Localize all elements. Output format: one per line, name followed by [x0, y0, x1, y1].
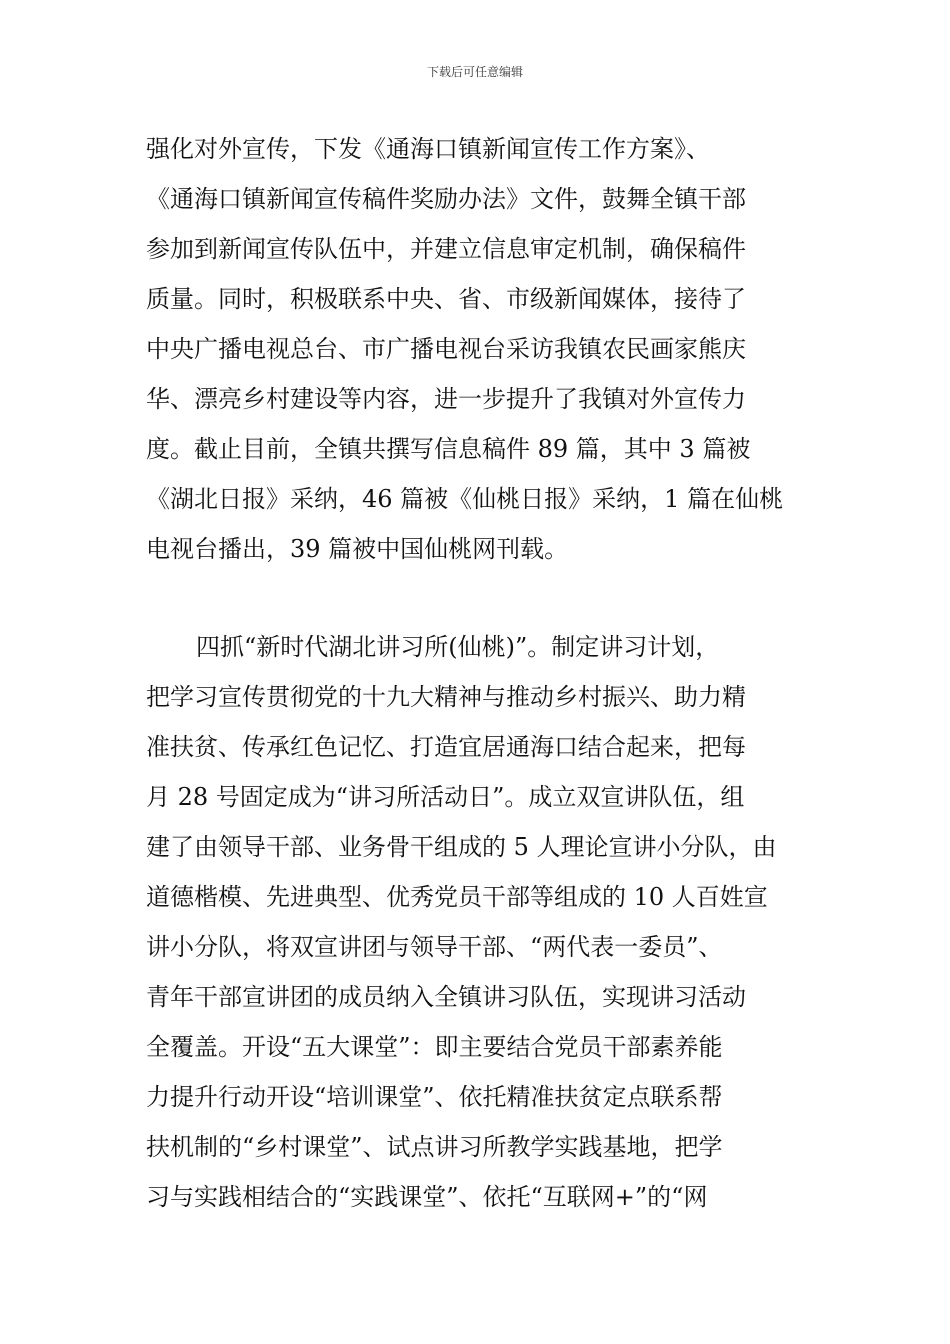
- text-line: 扶机制的“乡村课堂”、试点讲习所教学实践基地，把学: [146, 1133, 723, 1161]
- page-header: 下载后可任意编辑: [426, 65, 523, 79]
- paragraph-lecture-hall: [146, 622, 816, 1222]
- text-line: 《湖北日报》采纳，46 篇被《仙桃日报》采纳，1 篇在仙桃: [146, 485, 784, 513]
- text-line: 度。截止目前，全镇共撰写信息稿件 89 篇，其中 3 篇被: [146, 435, 751, 463]
- text-line: 质量。同时，积极联系中央、省、市级新闻媒体，接待了: [146, 285, 746, 313]
- text-line: 力提升行动开设“培训课堂”、依托精准扶贫定点联系帮: [146, 1083, 723, 1111]
- text-line: 《通海口镇新闻宣传稿件奖励办法》文件，鼓舞全镇干部: [146, 185, 746, 213]
- text-line: 习与实践相结合的“实践课堂”、依托“互联网+”的“网: [146, 1183, 708, 1211]
- text-line: 把学习宣传贯彻党的十九大精神与推动乡村振兴、助力精: [146, 683, 746, 711]
- text-line: 强化对外宣传，下发《通海口镇新闻宣传工作方案》、: [146, 135, 710, 163]
- text-line: 建了由领导干部、业务骨干组成的 5 人理论宣讲小分队，由: [146, 833, 777, 861]
- text-line: 讲小分队，将双宣讲团与领导干部、“两代表一委员”、: [146, 933, 723, 961]
- text-line: 参加到新闻宣传队伍中，并建立信息审定机制，确保稿件: [146, 235, 746, 263]
- text-line: 四抓“新时代湖北讲习所(仙桃)”。制定讲习计划，: [196, 633, 720, 661]
- text-line: 电视台播出，39 篇被中国仙桃网刊载。: [146, 535, 569, 563]
- text-line: 全覆盖。开设“五大课堂”：即主要结合党员干部素养能: [146, 1033, 723, 1061]
- paragraph-media-publicity: [146, 124, 816, 574]
- text-line: 准扶贫、传承红色记忆、打造宜居通海口结合起来，把每: [146, 733, 746, 761]
- text-line: 月 28 号固定成为“讲习所活动日”。成立双宣讲队伍，组: [146, 783, 745, 811]
- text-line: 道德楷模、先进典型、优秀党员干部等组成的 10 人百姓宣: [146, 883, 768, 911]
- text-line: 中央广播电视总台、市广播电视台采访我镇农民画家熊庆: [146, 335, 746, 363]
- text-line: 华、漂亮乡村建设等内容，进一步提升了我镇对外宣传力: [146, 385, 746, 413]
- text-line: 青年干部宣讲团的成员纳入全镇讲习队伍，实现讲习活动: [146, 983, 746, 1011]
